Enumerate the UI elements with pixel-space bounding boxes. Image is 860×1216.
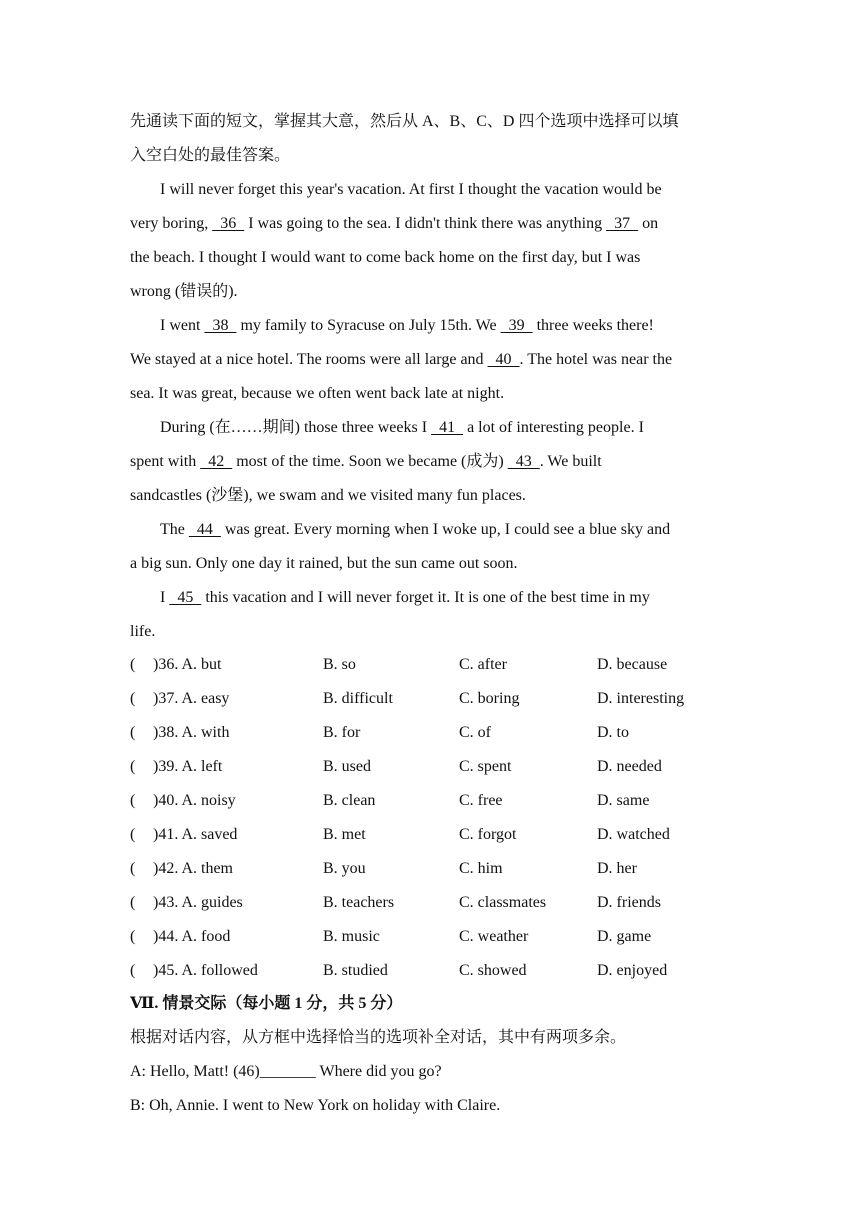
answer-paren[interactable]: (: [130, 860, 136, 877]
option-d: D. interesting: [597, 690, 685, 707]
option-c: C. after: [459, 656, 507, 673]
text: on: [642, 215, 659, 232]
option-a: )38. A. with: [153, 724, 230, 741]
option-c: C. boring: [459, 690, 520, 707]
blank-38[interactable]: 38: [204, 317, 237, 334]
option-b: B. studied: [323, 962, 388, 979]
option-a: )36. A. but: [153, 656, 222, 673]
text: During (在……期间) those three weeks I: [160, 419, 428, 436]
p1-line-3: the beach. I thought I would want to come back home on the first day, but I was: [130, 249, 641, 266]
option-a: )43. A. guides: [153, 894, 243, 911]
question-row: [130, 656, 730, 676]
option-a: )40. A. noisy: [153, 792, 236, 809]
option-d: D. her: [597, 860, 637, 877]
question-row: [130, 928, 730, 948]
text: most of the time. Soon we became (成为): [236, 453, 504, 470]
p2-line-3: sea. It was great, because we often went back late at night.: [130, 385, 505, 402]
option-c: C. free: [459, 792, 503, 809]
p3-line-2: [130, 452, 602, 472]
blank-44[interactable]: 44: [188, 521, 221, 538]
text: . We built: [539, 453, 602, 470]
option-a: )37. A. easy: [153, 690, 230, 707]
p1-line-2: [130, 214, 658, 234]
option-a: )42. A. them: [153, 860, 233, 877]
blank-39[interactable]: 39: [500, 317, 533, 334]
instruction-line-2: 入空白处的最佳答案。: [130, 147, 291, 164]
answer-paren[interactable]: (: [130, 826, 136, 843]
option-b: B. difficult: [323, 690, 393, 707]
option-b: B. you: [323, 860, 366, 877]
option-c: C. spent: [459, 758, 512, 775]
option-d: D. because: [597, 656, 668, 673]
blank-43[interactable]: 43: [507, 453, 540, 470]
blank-41[interactable]: 41: [431, 419, 464, 436]
option-a: )41. A. saved: [153, 826, 238, 843]
p4-line-2: a big sun. Only one day it rained, but the sun came out soon.: [130, 555, 518, 572]
option-c: C. him: [459, 860, 503, 877]
option-d: D. to: [597, 724, 629, 741]
text: three weeks there!: [536, 317, 654, 334]
text: this vacation and I will never forget it. It is one of the best time in my: [205, 589, 650, 606]
blank-37[interactable]: 37: [606, 215, 639, 232]
option-b: B. music: [323, 928, 380, 945]
text: I: [160, 589, 166, 606]
option-c: C. forgot: [459, 826, 517, 843]
blank-45[interactable]: 45: [169, 589, 202, 606]
instruction-line-1: 先通读下面的短文，掌握其大意，然后从 A、B、C、D 四个选项中选择可以填: [130, 113, 679, 130]
text: . The hotel was near the: [519, 351, 673, 368]
answer-paren[interactable]: (: [130, 928, 136, 945]
p3-line-3: sandcastles (沙堡), we swam and we visited many fun places.: [130, 487, 526, 504]
p3-line-1: [160, 418, 644, 438]
option-b: B. used: [323, 758, 371, 775]
text: spent with: [130, 453, 197, 470]
p1-line-1: I will never forget this year's vacation. At first I thought the vacation would be: [160, 181, 662, 198]
option-c: C. classmates: [459, 894, 547, 911]
text: my family to Syracuse on July 15th. We: [240, 317, 497, 334]
p4-line-1: [160, 520, 670, 540]
option-c: C. of: [459, 724, 491, 741]
text: The: [160, 521, 185, 538]
option-d: D. friends: [597, 894, 661, 911]
question-row: [130, 894, 730, 914]
answer-paren[interactable]: (: [130, 758, 136, 775]
answer-paren[interactable]: (: [130, 690, 136, 707]
answer-paren[interactable]: (: [130, 724, 136, 741]
dialogue-line-a: A: Hello, Matt! (46)_______ Where did you go?: [130, 1063, 442, 1080]
option-c: C. showed: [459, 962, 527, 979]
question-row: [130, 962, 730, 982]
option-d: D. game: [597, 928, 652, 945]
question-row: [130, 792, 730, 812]
option-b: B. clean: [323, 792, 376, 809]
section-instruction: 根据对话内容，从方框中选择恰当的选项补全对话，其中有两项多余。: [130, 1029, 627, 1046]
option-d: D. needed: [597, 758, 662, 775]
question-row: [130, 724, 730, 744]
blank-40[interactable]: 40: [487, 351, 520, 368]
answer-paren[interactable]: (: [130, 656, 136, 673]
option-a: )44. A. food: [153, 928, 231, 945]
p2-line-1: [160, 316, 654, 336]
dialogue-line-b: B: Oh, Annie. I went to New York on holiday with Claire.: [130, 1097, 501, 1114]
p5-line-2: life.: [130, 623, 156, 640]
option-b: B. for: [323, 724, 361, 741]
section-heading: Ⅶ. 情景交际（每小题 1 分，共 5 分）: [130, 995, 403, 1012]
p1-line-4: wrong (错误的).: [130, 283, 238, 300]
blank-36[interactable]: 36: [212, 215, 245, 232]
option-c: C. weather: [459, 928, 529, 945]
option-a: )39. A. left: [153, 758, 223, 775]
option-d: D. same: [597, 792, 650, 809]
text: I went: [160, 317, 201, 334]
option-b: B. so: [323, 656, 356, 673]
p2-line-2: [130, 350, 672, 370]
question-row: [130, 758, 730, 778]
question-row: [130, 826, 730, 846]
text: We stayed at a nice hotel. The rooms were all large and: [130, 351, 484, 368]
text: was great. Every morning when I woke up, I could see a blue sky and: [224, 521, 671, 538]
option-b: B. teachers: [323, 894, 395, 911]
answer-paren[interactable]: (: [130, 894, 136, 911]
text: a lot of interesting people. I: [467, 419, 644, 436]
question-row: [130, 690, 730, 710]
blank-42[interactable]: 42: [200, 453, 233, 470]
answer-paren[interactable]: (: [130, 792, 136, 809]
option-a: )45. A. followed: [153, 962, 258, 979]
text: very boring,: [130, 215, 209, 232]
option-d: D. watched: [597, 826, 670, 843]
option-b: B. met: [323, 826, 366, 843]
option-d: D. enjoyed: [597, 962, 668, 979]
question-row: [130, 860, 730, 880]
text: I was going to the sea. I didn't think there was anything: [248, 215, 603, 232]
p5-line-1: [160, 588, 650, 608]
answer-paren[interactable]: (: [130, 962, 136, 979]
